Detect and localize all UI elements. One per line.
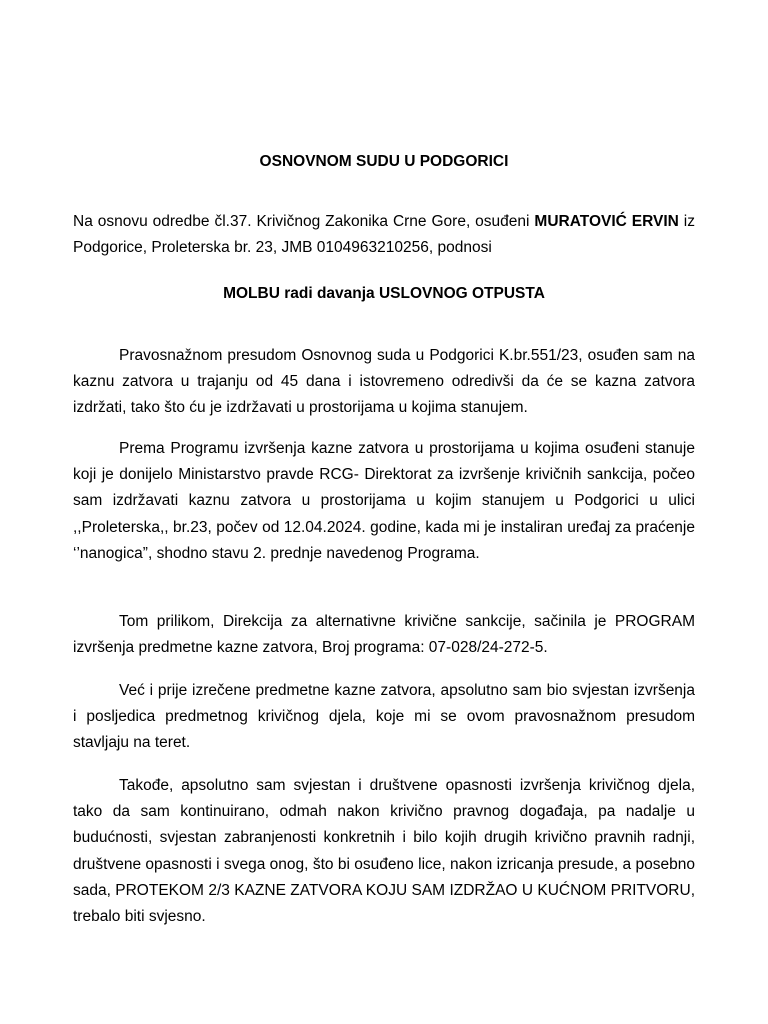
body-paragraph-4: Već i prije izrečene predmetne kazne zatvora, apsolutno sam bio svjestan izvršenja i posljedica predmetnog krivičnog djela, koje mi se ovom pravosnažnom presudom stavljaju na teret. [73,682,695,752]
body-paragraph-2: Prema Programu izvršenja kazne zatvora u prostorijama u kojima osuđeni stanuje koji je donijelo Ministarstvo pravde RCG- Direktorat za izvršenje krivičnih sankcija, počeo sam izdržavati kaznu zatvora u prostorijama u kojim stanujem u Podgorici u ulici ,,Proleterska,, br.23, počev od 12.04.2024. godine, kada mi je instaliran uređaj za praćenje ‘’nanogica”, shodno stavu 2. prednje navedenog Programa. [73,440,695,562]
intro-text-after-name: iz Podgorice, Proleterska br. 23, JMB 0104963210256, podnosi [73,213,695,256]
intro-paragraph [73,209,695,261]
body-paragraph-3: Tom prilikom, Direkcija za alternativne krivične sankcije, sačinila je PROGRAM izvršenja predmetne kazne zatvora, Broj programa: 07-028/24-272-5. [73,613,695,657]
intro-text-before-name: Na osnovu odredbe čl.37. Krivičnog Zakonika Crne Gore, osuđeni [73,213,535,230]
court-heading: OSNOVNOM SUDU U PODGORICI [259,153,509,170]
request-title-normal: radi davanja [279,285,379,302]
request-title-bold-2: USLOVNOG OTPUSTA [378,285,545,302]
request-title-bold-1: MOLBU [223,285,280,302]
body-paragraph-1: Pravosnažnom presudom Osnovnog suda u Podgorici K.br.551/23, osuđen sam na kaznu zatvora u trajanju od 45 dana i istovremeno odredivši da će se kazna zatvora izdržati, tako što ću je izdržavati u prostorijama u kojima stanujem. [73,347,695,417]
applicant-name: MURATOVIĆ ERVIN [534,213,679,230]
request-title [0,284,768,304]
body-paragraph-5: Takođe, apsolutno sam svjestan i društvene opasnosti izvršenja krivičnog djela, tako da sam kontinuirano, odmah nakon krivično pravnog događaja, pa nadalje u budućnosti, svjestan zabranjenosti konkretnih i bilo kojih drugih krivično pravnih radnji, društvene opasnosti i svega onog, što bi osuđeno lice, nakon izricanja presude, a posebno sada, PROTEKOM 2/3 KAZNE ZATVORA KOJU SAM IZDRŽAO U KUĆNOM PRITVORU, trebalo biti svjesno. [73,777,695,926]
